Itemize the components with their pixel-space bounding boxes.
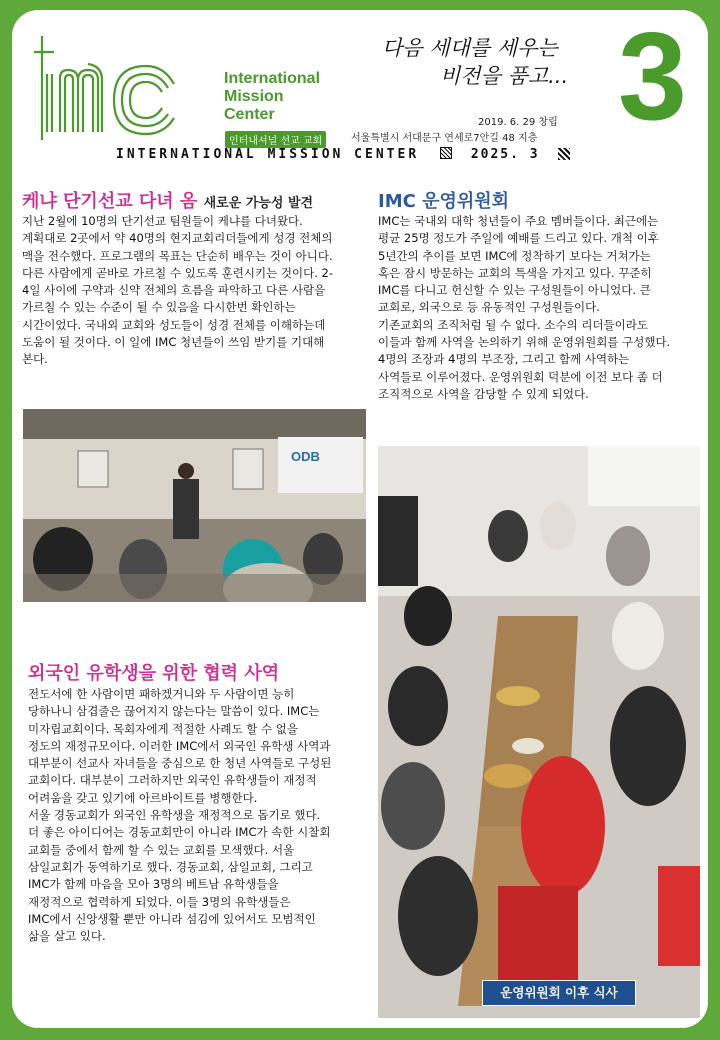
hatch-icon (558, 148, 570, 160)
paragraph-line: 다른 사람에게 곧바로 가르칠 수 있도록 훈련시키는 것이다. 2- (22, 265, 333, 280)
paragraph-line: 당하나니 삼겹줄은 끊어지지 않는다는 말씀이 있다. IMC는 (28, 704, 320, 719)
students-article-title: 외국인 유학생을 위한 협력 사역 (28, 663, 280, 684)
paragraph-line: 지난 2월에 10명의 단기선교 팀원들이 케냐를 다녀왔다. (22, 214, 303, 228)
founded-date: 2019. 6. 29 창립 (478, 117, 558, 128)
banner-text: INTERNATIONAL MISSION CENTER (116, 147, 420, 162)
org-korean-name: 인터내셔널 선교 교회 (225, 131, 326, 148)
paragraph-line: 교회이다. 대부분이 그러하지만 외국인 유학생들이 재정적 (28, 773, 317, 788)
committee-article-title: IMC 운영위원회 (378, 191, 510, 212)
paragraph-line: 기존교회의 조직처럼 될 수 없다. 소수의 리더들이라도 (378, 317, 648, 332)
paragraph-line: 어려움을 갖고 있기에 아르바이트를 병행한다. (28, 790, 258, 805)
paragraph-line: IMC는 국내외 대학 청년들이 주요 멤버들이다. 최근에는 (378, 214, 659, 228)
committee-meal-photo (378, 446, 700, 1018)
church-address: 서울특별시 서대문구 연세로7안길 48 지층 (351, 133, 538, 144)
paragraph-line: 재정적으로 협력하게 되었다. 이들 3명의 유학생들은 (28, 894, 291, 909)
slide-screen-text: ODB (291, 449, 320, 464)
kenya-article-title (22, 187, 313, 213)
paragraph-line: 4명의 조장과 4명의 부조장, 그리고 함께 사역하는 (378, 352, 630, 367)
paragraph-line: 4일 사이에 구약과 신약 전체의 흐름을 파악하고 다른 사람을 (22, 283, 326, 298)
kenya-training-photo (23, 409, 366, 602)
org-name-line-1: International (224, 70, 321, 87)
paragraph-line: 혹은 잠시 방문하는 교회의 특색을 가지고 있다. 꾸준히 (378, 265, 652, 280)
paragraph-line: 평균 25명 정도가 주일에 예배를 드리고 있다. 개척 이후 (378, 231, 659, 246)
newsletter-page (12, 10, 708, 1028)
paragraph-line: IMC가 함께 마음을 모아 3명의 베트남 유학생들을 (28, 877, 279, 892)
paragraph-line: 시간이었다. 국내외 교회와 성도들이 성경 전체를 이해하는데 (22, 317, 326, 332)
paragraph-line: IMC를 다니고 헌신할 수 있는 구성원들이 아니었다. 큰 (378, 283, 651, 298)
paragraph-line: 조직적으로 사역을 감당할 수 있게 되었다. (378, 386, 589, 401)
org-name-line-2: Mission (224, 88, 284, 105)
org-english-name (224, 70, 320, 124)
kenya-article-body (22, 213, 333, 369)
paragraph-line: 사역들로 이루어졌다. 운영위원회 덕분에 이전 보다 좀 더 (378, 369, 663, 384)
imc-cross-logo-icon (34, 34, 184, 144)
paragraph-line: 가르칠 수 있는 수준이 될 수 있음을 다시한번 확인하는 (22, 300, 296, 315)
paragraph-line: 더 좋은 아이디어는 경동교회만이 아니라 IMC가 속한 시찰회 (28, 825, 331, 840)
paragraph-line: 정도의 재정규모이다. 이러한 IMC에서 외국인 유학생 사역과 (28, 738, 331, 753)
imc-logo (34, 34, 184, 144)
slogan-line-1: 다음 세대를 세우는 (382, 36, 558, 60)
hatch-icon (440, 147, 452, 159)
kenya-subtitle: 새로운 가능성 발견 (203, 196, 314, 211)
paragraph-line: 교회들 중에서 함께 할 수 있는 교회를 모색했다. 서울 (28, 842, 295, 857)
paragraph-line: 5년간의 추이를 보면 IMC에 정착하기 보다는 거쳐가는 (378, 248, 651, 263)
header-banner (116, 147, 570, 162)
committee-article-body (378, 213, 670, 403)
paragraph-line: 대부분이 선교사 자녀들을 중심으로 한 청년 사역들로 구성된 (28, 756, 332, 771)
meal-photo-caption: 운영위원회 이후 식사 (482, 980, 636, 1006)
issue-number: 3 (618, 10, 687, 146)
kenya-title-text: 케냐 단기선교 다녀 옴 (22, 191, 198, 212)
paragraph-line: 서울 경동교회가 외국인 유학생을 재정적으로 돕기로 했다. (28, 808, 321, 823)
paragraph-line: 계획대로 2곳에서 약 40명의 현지교회리더들에게 성경 전체의 (22, 231, 333, 246)
paragraph-line: 삼일교회가 동역하기로 했다. 경동교회, 삼일교회, 그리고 (28, 859, 313, 874)
paragraph-line: 본다. (22, 352, 48, 367)
paragraph-line: IMC에서 신앙생활 뿐만 아니라 섬김에 있어서도 모범적인 (28, 911, 316, 926)
paragraph-line: 미자립교회이다. 목회자에게 적절한 사례도 할 수 없을 (28, 721, 298, 736)
paragraph-line: 이들과 함께 사역을 논의하기 위해 운영위원회를 구성했다. (378, 335, 671, 350)
paragraph-line: 도움이 될 것이다. 이 일에 IMC 청년들이 쓰임 받기를 기대해 (22, 335, 325, 350)
paragraph-line: 전도서에 한 사람이면 패하겠거니와 두 사람이면 능히 (28, 687, 295, 701)
paragraph-line: 삶을 살고 있다. (28, 929, 106, 944)
paragraph-line: 맥을 전수했다. 프로그램의 목표는 단순히 배우는 것이 아니다. (22, 248, 333, 263)
paragraph-line: 교회로, 외국으로 등 유동적인 구성원들이다. (378, 300, 600, 315)
org-name-line-3: Center (224, 106, 275, 123)
issue-date: 2025. 3 (470, 147, 540, 162)
students-article-body (28, 686, 331, 945)
slogan-line-2: 비전을 품고... (440, 64, 569, 88)
